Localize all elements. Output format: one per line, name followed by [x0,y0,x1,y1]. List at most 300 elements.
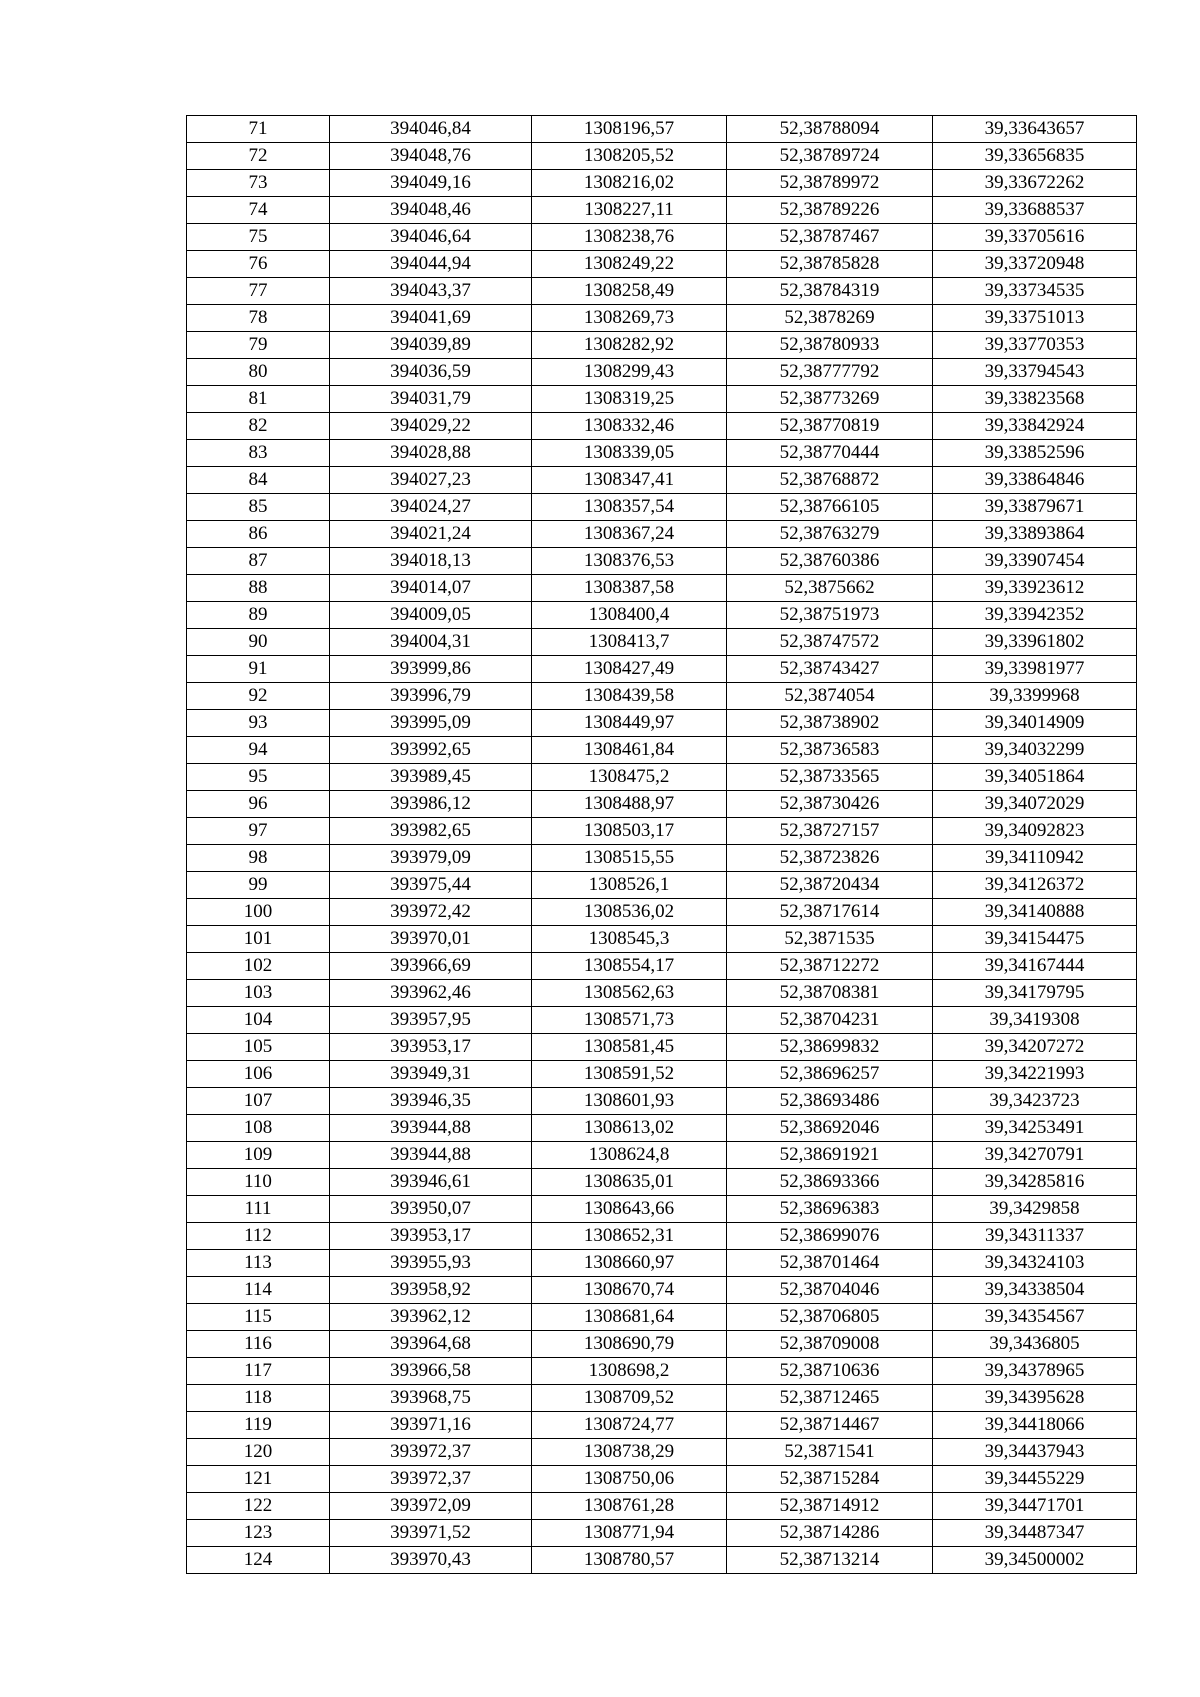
y-coordinate-cell: 1308400,4 [532,602,727,629]
table-row [187,791,1137,818]
latitude-cell: 52,38712465 [727,1385,933,1412]
coordinates-table-body [187,116,1137,1574]
latitude-cell: 52,38773269 [727,386,933,413]
longitude-cell: 39,34395628 [933,1385,1137,1412]
y-coordinate-cell: 1308269,73 [532,305,727,332]
x-coordinate-cell: 393992,65 [330,737,532,764]
point-number-cell: 104 [187,1007,330,1034]
y-coordinate-cell: 1308227,11 [532,197,727,224]
point-number-cell: 82 [187,413,330,440]
latitude-cell: 52,38693486 [727,1088,933,1115]
x-coordinate-cell: 394048,76 [330,143,532,170]
y-coordinate-cell: 1308258,49 [532,278,727,305]
y-coordinate-cell: 1308449,97 [532,710,727,737]
x-coordinate-cell: 393962,12 [330,1304,532,1331]
y-coordinate-cell: 1308698,2 [532,1358,727,1385]
point-number-cell: 91 [187,656,330,683]
point-number-cell: 88 [187,575,330,602]
latitude-cell: 52,3871535 [727,926,933,953]
longitude-cell: 39,34378965 [933,1358,1137,1385]
x-coordinate-cell: 393964,68 [330,1331,532,1358]
y-coordinate-cell: 1308249,22 [532,251,727,278]
x-coordinate-cell: 393989,45 [330,764,532,791]
table-row [187,548,1137,575]
longitude-cell: 39,34354567 [933,1304,1137,1331]
latitude-cell: 52,38784319 [727,278,933,305]
latitude-cell: 52,38701464 [727,1250,933,1277]
latitude-cell: 52,38789226 [727,197,933,224]
longitude-cell: 39,33852596 [933,440,1137,467]
x-coordinate-cell: 394041,69 [330,305,532,332]
y-coordinate-cell: 1308439,58 [532,683,727,710]
latitude-cell: 52,38743427 [727,656,933,683]
longitude-cell: 39,3436805 [933,1331,1137,1358]
point-number-cell: 99 [187,872,330,899]
latitude-cell: 52,38691921 [727,1142,933,1169]
latitude-cell: 52,38787467 [727,224,933,251]
y-coordinate-cell: 1308771,94 [532,1520,727,1547]
y-coordinate-cell: 1308196,57 [532,116,727,143]
point-number-cell: 107 [187,1088,330,1115]
x-coordinate-cell: 393975,44 [330,872,532,899]
y-coordinate-cell: 1308488,97 [532,791,727,818]
latitude-cell: 52,38723826 [727,845,933,872]
point-number-cell: 121 [187,1466,330,1493]
table-row [187,359,1137,386]
y-coordinate-cell: 1308643,66 [532,1196,727,1223]
latitude-cell: 52,38712272 [727,953,933,980]
y-coordinate-cell: 1308357,54 [532,494,727,521]
longitude-cell: 39,34092823 [933,818,1137,845]
y-coordinate-cell: 1308738,29 [532,1439,727,1466]
point-number-cell: 81 [187,386,330,413]
x-coordinate-cell: 394048,46 [330,197,532,224]
y-coordinate-cell: 1308562,63 [532,980,727,1007]
y-coordinate-cell: 1308613,02 [532,1115,727,1142]
x-coordinate-cell: 394014,07 [330,575,532,602]
x-coordinate-cell: 394027,23 [330,467,532,494]
latitude-cell: 52,38768872 [727,467,933,494]
point-number-cell: 90 [187,629,330,656]
x-coordinate-cell: 394029,22 [330,413,532,440]
table-row [187,683,1137,710]
latitude-cell: 52,38699076 [727,1223,933,1250]
point-number-cell: 108 [187,1115,330,1142]
latitude-cell: 52,38733565 [727,764,933,791]
x-coordinate-cell: 394046,64 [330,224,532,251]
table-row [187,656,1137,683]
longitude-cell: 39,33981977 [933,656,1137,683]
table-row [187,251,1137,278]
latitude-cell: 52,38710636 [727,1358,933,1385]
x-coordinate-cell: 393968,75 [330,1385,532,1412]
y-coordinate-cell: 1308299,43 [532,359,727,386]
y-coordinate-cell: 1308413,7 [532,629,727,656]
longitude-cell: 39,34270791 [933,1142,1137,1169]
x-coordinate-cell: 393950,07 [330,1196,532,1223]
table-row [187,899,1137,926]
latitude-cell: 52,38709008 [727,1331,933,1358]
table-row [187,1115,1137,1142]
latitude-cell: 52,38751973 [727,602,933,629]
longitude-cell: 39,34500002 [933,1547,1137,1574]
y-coordinate-cell: 1308461,84 [532,737,727,764]
x-coordinate-cell: 393944,88 [330,1115,532,1142]
y-coordinate-cell: 1308660,97 [532,1250,727,1277]
longitude-cell: 39,33879671 [933,494,1137,521]
point-number-cell: 95 [187,764,330,791]
y-coordinate-cell: 1308387,58 [532,575,727,602]
longitude-cell: 39,33893864 [933,521,1137,548]
latitude-cell: 52,38785828 [727,251,933,278]
longitude-cell: 39,34487347 [933,1520,1137,1547]
point-number-cell: 98 [187,845,330,872]
x-coordinate-cell: 394043,37 [330,278,532,305]
longitude-cell: 39,3423723 [933,1088,1137,1115]
y-coordinate-cell: 1308601,93 [532,1088,727,1115]
longitude-cell: 39,34032299 [933,737,1137,764]
y-coordinate-cell: 1308515,55 [532,845,727,872]
longitude-cell: 39,33688537 [933,197,1137,224]
table-row [187,1412,1137,1439]
latitude-cell: 52,38708381 [727,980,933,1007]
table-row [187,305,1137,332]
table-row [187,1331,1137,1358]
latitude-cell: 52,38696383 [727,1196,933,1223]
y-coordinate-cell: 1308591,52 [532,1061,727,1088]
table-row [187,1142,1137,1169]
y-coordinate-cell: 1308367,24 [532,521,727,548]
y-coordinate-cell: 1308761,28 [532,1493,727,1520]
table-row [187,872,1137,899]
point-number-cell: 92 [187,683,330,710]
table-row [187,1493,1137,1520]
longitude-cell: 39,34014909 [933,710,1137,737]
point-number-cell: 105 [187,1034,330,1061]
latitude-cell: 52,38738902 [727,710,933,737]
table-row [187,818,1137,845]
latitude-cell: 52,38727157 [727,818,933,845]
y-coordinate-cell: 1308554,17 [532,953,727,980]
point-number-cell: 124 [187,1547,330,1574]
latitude-cell: 52,38715284 [727,1466,933,1493]
x-coordinate-cell: 393971,16 [330,1412,532,1439]
point-number-cell: 114 [187,1277,330,1304]
longitude-cell: 39,34324103 [933,1250,1137,1277]
y-coordinate-cell: 1308319,25 [532,386,727,413]
longitude-cell: 39,33842924 [933,413,1137,440]
longitude-cell: 39,33770353 [933,332,1137,359]
point-number-cell: 96 [187,791,330,818]
point-number-cell: 93 [187,710,330,737]
x-coordinate-cell: 393971,52 [330,1520,532,1547]
x-coordinate-cell: 393970,01 [330,926,532,953]
table-row [187,1277,1137,1304]
latitude-cell: 52,38717614 [727,899,933,926]
latitude-cell: 52,38763279 [727,521,933,548]
y-coordinate-cell: 1308282,92 [532,332,727,359]
x-coordinate-cell: 393957,95 [330,1007,532,1034]
y-coordinate-cell: 1308526,1 [532,872,727,899]
x-coordinate-cell: 393996,79 [330,683,532,710]
table-row [187,494,1137,521]
table-row [187,1223,1137,1250]
point-number-cell: 72 [187,143,330,170]
y-coordinate-cell: 1308780,57 [532,1547,727,1574]
y-coordinate-cell: 1308475,2 [532,764,727,791]
y-coordinate-cell: 1308581,45 [532,1034,727,1061]
latitude-cell: 52,38714912 [727,1493,933,1520]
x-coordinate-cell: 393972,09 [330,1493,532,1520]
latitude-cell: 52,38770819 [727,413,933,440]
y-coordinate-cell: 1308709,52 [532,1385,727,1412]
x-coordinate-cell: 393958,92 [330,1277,532,1304]
latitude-cell: 52,38736583 [727,737,933,764]
table-row [187,1304,1137,1331]
table-row [187,737,1137,764]
table-row [187,143,1137,170]
point-number-cell: 111 [187,1196,330,1223]
point-number-cell: 100 [187,899,330,926]
x-coordinate-cell: 393970,43 [330,1547,532,1574]
point-number-cell: 71 [187,116,330,143]
point-number-cell: 78 [187,305,330,332]
longitude-cell: 39,33705616 [933,224,1137,251]
x-coordinate-cell: 393966,69 [330,953,532,980]
latitude-cell: 52,38720434 [727,872,933,899]
y-coordinate-cell: 1308724,77 [532,1412,727,1439]
longitude-cell: 39,34455229 [933,1466,1137,1493]
x-coordinate-cell: 393982,65 [330,818,532,845]
latitude-cell: 52,38789972 [727,170,933,197]
longitude-cell: 39,34418066 [933,1412,1137,1439]
point-number-cell: 118 [187,1385,330,1412]
x-coordinate-cell: 393946,61 [330,1169,532,1196]
table-row [187,440,1137,467]
longitude-cell: 39,33656835 [933,143,1137,170]
point-number-cell: 76 [187,251,330,278]
table-row [187,413,1137,440]
table-row [187,1196,1137,1223]
latitude-cell: 52,38789724 [727,143,933,170]
longitude-cell: 39,34167444 [933,953,1137,980]
point-number-cell: 101 [187,926,330,953]
y-coordinate-cell: 1308571,73 [532,1007,727,1034]
point-number-cell: 120 [187,1439,330,1466]
point-number-cell: 83 [187,440,330,467]
longitude-cell: 39,34110942 [933,845,1137,872]
latitude-cell: 52,38704046 [727,1277,933,1304]
x-coordinate-cell: 394049,16 [330,170,532,197]
longitude-cell: 39,33864846 [933,467,1137,494]
x-coordinate-cell: 394031,79 [330,386,532,413]
longitude-cell: 39,34154475 [933,926,1137,953]
latitude-cell: 52,3874054 [727,683,933,710]
y-coordinate-cell: 1308624,8 [532,1142,727,1169]
y-coordinate-cell: 1308545,3 [532,926,727,953]
x-coordinate-cell: 393944,88 [330,1142,532,1169]
y-coordinate-cell: 1308536,02 [532,899,727,926]
y-coordinate-cell: 1308238,76 [532,224,727,251]
longitude-cell: 39,3419308 [933,1007,1137,1034]
x-coordinate-cell: 393953,17 [330,1034,532,1061]
longitude-cell: 39,33734535 [933,278,1137,305]
table-row [187,629,1137,656]
x-coordinate-cell: 394044,94 [330,251,532,278]
latitude-cell: 52,38714286 [727,1520,933,1547]
y-coordinate-cell: 1308376,53 [532,548,727,575]
table-row [187,116,1137,143]
point-number-cell: 122 [187,1493,330,1520]
x-coordinate-cell: 394046,84 [330,116,532,143]
longitude-cell: 39,3399968 [933,683,1137,710]
point-number-cell: 74 [187,197,330,224]
x-coordinate-cell: 394009,05 [330,602,532,629]
latitude-cell: 52,38714467 [727,1412,933,1439]
point-number-cell: 115 [187,1304,330,1331]
x-coordinate-cell: 393953,17 [330,1223,532,1250]
table-row [187,1439,1137,1466]
y-coordinate-cell: 1308652,31 [532,1223,727,1250]
point-number-cell: 113 [187,1250,330,1277]
point-number-cell: 102 [187,953,330,980]
point-number-cell: 75 [187,224,330,251]
table-row [187,386,1137,413]
table-row [187,521,1137,548]
y-coordinate-cell: 1308503,17 [532,818,727,845]
table-row [187,980,1137,1007]
table-row [187,1007,1137,1034]
latitude-cell: 52,38730426 [727,791,933,818]
longitude-cell: 39,34253491 [933,1115,1137,1142]
point-number-cell: 109 [187,1142,330,1169]
table-row [187,953,1137,980]
x-coordinate-cell: 394024,27 [330,494,532,521]
table-row [187,602,1137,629]
point-number-cell: 77 [187,278,330,305]
longitude-cell: 39,34072029 [933,791,1137,818]
latitude-cell: 52,38788094 [727,116,933,143]
longitude-cell: 39,33794543 [933,359,1137,386]
point-number-cell: 123 [187,1520,330,1547]
longitude-cell: 39,33672262 [933,170,1137,197]
latitude-cell: 52,38713214 [727,1547,933,1574]
x-coordinate-cell: 393962,46 [330,980,532,1007]
x-coordinate-cell: 394036,59 [330,359,532,386]
latitude-cell: 52,38777792 [727,359,933,386]
table-row [187,575,1137,602]
longitude-cell: 39,33751013 [933,305,1137,332]
latitude-cell: 52,38706805 [727,1304,933,1331]
point-number-cell: 106 [187,1061,330,1088]
table-row [187,1034,1137,1061]
longitude-cell: 39,34311337 [933,1223,1137,1250]
longitude-cell: 39,34126372 [933,872,1137,899]
latitude-cell: 52,38693366 [727,1169,933,1196]
x-coordinate-cell: 393972,37 [330,1466,532,1493]
x-coordinate-cell: 394028,88 [330,440,532,467]
longitude-cell: 39,34207272 [933,1034,1137,1061]
longitude-cell: 39,3429858 [933,1196,1137,1223]
table-row [187,1088,1137,1115]
table-row [187,1250,1137,1277]
x-coordinate-cell: 393966,58 [330,1358,532,1385]
longitude-cell: 39,34437943 [933,1439,1137,1466]
x-coordinate-cell: 393972,42 [330,899,532,926]
point-number-cell: 103 [187,980,330,1007]
point-number-cell: 73 [187,170,330,197]
coordinates-table [186,115,1137,1574]
point-number-cell: 117 [187,1358,330,1385]
y-coordinate-cell: 1308427,49 [532,656,727,683]
point-number-cell: 80 [187,359,330,386]
x-coordinate-cell: 393955,93 [330,1250,532,1277]
latitude-cell: 52,3878269 [727,305,933,332]
point-number-cell: 97 [187,818,330,845]
x-coordinate-cell: 394018,13 [330,548,532,575]
latitude-cell: 52,38766105 [727,494,933,521]
table-row [187,170,1137,197]
table-row [187,278,1137,305]
longitude-cell: 39,34179795 [933,980,1137,1007]
x-coordinate-cell: 393995,09 [330,710,532,737]
table-row [187,332,1137,359]
latitude-cell: 52,38780933 [727,332,933,359]
latitude-cell: 52,38747572 [727,629,933,656]
longitude-cell: 39,33720948 [933,251,1137,278]
point-number-cell: 86 [187,521,330,548]
longitude-cell: 39,33823568 [933,386,1137,413]
latitude-cell: 52,38760386 [727,548,933,575]
table-row [187,224,1137,251]
y-coordinate-cell: 1308635,01 [532,1169,727,1196]
y-coordinate-cell: 1308205,52 [532,143,727,170]
y-coordinate-cell: 1308339,05 [532,440,727,467]
y-coordinate-cell: 1308750,06 [532,1466,727,1493]
table-row [187,467,1137,494]
longitude-cell: 39,33643657 [933,116,1137,143]
x-coordinate-cell: 393999,86 [330,656,532,683]
point-number-cell: 79 [187,332,330,359]
table-row [187,1061,1137,1088]
point-number-cell: 94 [187,737,330,764]
y-coordinate-cell: 1308332,46 [532,413,727,440]
y-coordinate-cell: 1308216,02 [532,170,727,197]
longitude-cell: 39,33942352 [933,602,1137,629]
longitude-cell: 39,34051864 [933,764,1137,791]
latitude-cell: 52,38699832 [727,1034,933,1061]
latitude-cell: 52,38696257 [727,1061,933,1088]
latitude-cell: 52,38704231 [727,1007,933,1034]
table-row [187,1358,1137,1385]
table-row [187,845,1137,872]
x-coordinate-cell: 393986,12 [330,791,532,818]
x-coordinate-cell: 394004,31 [330,629,532,656]
longitude-cell: 39,34338504 [933,1277,1137,1304]
latitude-cell: 52,38770444 [727,440,933,467]
table-row [187,1466,1137,1493]
x-coordinate-cell: 393949,31 [330,1061,532,1088]
table-row [187,197,1137,224]
x-coordinate-cell: 393972,37 [330,1439,532,1466]
latitude-cell: 52,38692046 [727,1115,933,1142]
table-row [187,926,1137,953]
longitude-cell: 39,34471701 [933,1493,1137,1520]
point-number-cell: 85 [187,494,330,521]
table-row [187,764,1137,791]
longitude-cell: 39,33961802 [933,629,1137,656]
point-number-cell: 116 [187,1331,330,1358]
